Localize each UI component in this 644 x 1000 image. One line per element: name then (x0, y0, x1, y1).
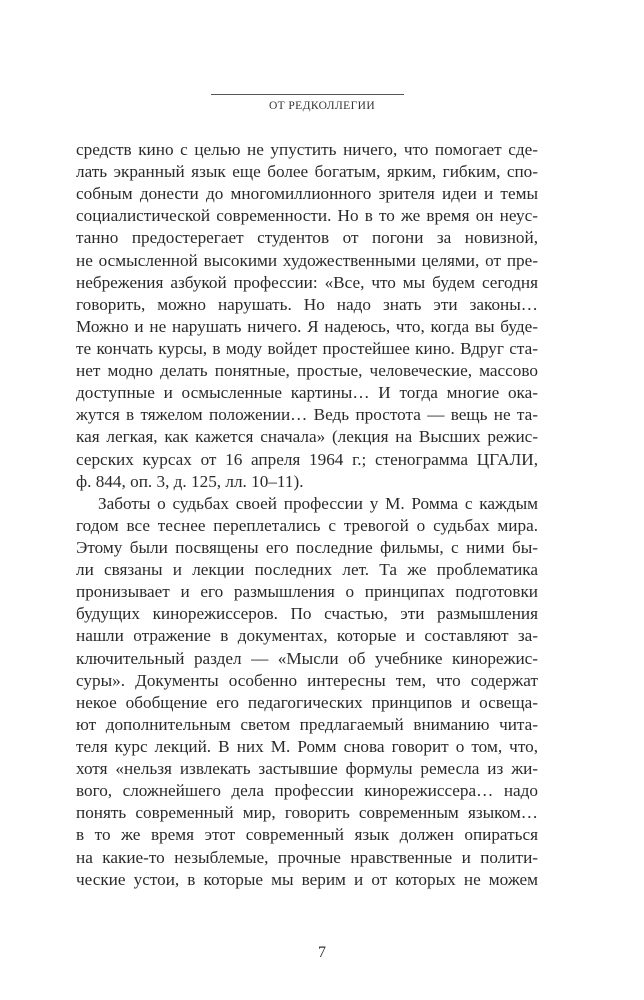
text-line: некое обобщение его педагогических принципов и освеща- (76, 692, 538, 712)
text-line: ф. 844, оп. 3, д. 125, лл. 10–11). (76, 471, 304, 491)
text-line: говорить, можно нарушать. Но надо знать эти законы… (76, 294, 538, 314)
text-line: понять современный мир, говорить современным языком… (76, 803, 538, 823)
text-line: ключительный раздел — «Мысли об учебнике кинорежис- (76, 648, 538, 668)
text-line: ческие устои, в которые мы верим и от которых не можем (76, 869, 538, 889)
text-line: вого, сложнейшего дела профессии кинорежиссера… надо (76, 781, 538, 801)
text-line: кая легкая, как кажется сначала» (лекция на Высших режис- (76, 427, 538, 447)
text-line: средств кино с целью не упустить ничего, что помогает сде- (76, 140, 538, 159)
text-line: хотя «нельзя извлекать застывшие формулы ремесла из жи- (76, 759, 538, 779)
page-number: 7 (318, 944, 326, 961)
text-line: теля курс лекций. В них М. Ромм снова говорит о том, что, (76, 736, 538, 756)
text-line: в то же время этот современный язык должен опираться (76, 825, 538, 845)
text-line: доступные и осмысленные картины… И тогда многие ока- (76, 383, 538, 403)
text-line: суры». Документы особенно интересны тем, что содержат (76, 670, 538, 690)
text-line: серских курсах от 16 апреля 1964 г.; стенограмма ЦГАЛИ, (76, 449, 538, 469)
text-line: танно предостерегает студентов от погони за новизной, (76, 228, 538, 248)
text-line: ют дополнительным светом предлагаемый вниманию чита- (76, 714, 538, 734)
text-line: лать экранный язык еще более богатым, ярким, гибким, спо- (76, 162, 538, 182)
header-rule (211, 94, 404, 95)
text-line: Этому были посвящены его последние фильмы, с ними бы- (76, 537, 538, 557)
text-line: годом все теснее переплетались с тревогой о судьбах мира. (76, 515, 538, 535)
text-line: на какие-то незыблемые, прочные нравственные и полити- (76, 847, 538, 867)
text-line: не осмысленной высокими художественными целями, от пре- (76, 250, 538, 270)
text-line: нет модно делать понятные, простые, человеческие, массово (76, 361, 538, 381)
text-line: небрежения азбукой профессии: «Все, что мы будем сегодня (76, 272, 538, 292)
text-line: пронизывает и его размышления о принципах подготовки (76, 582, 538, 602)
text-line: жутся в тяжелом положении… Ведь простота — вещь не та- (76, 405, 538, 425)
body-text (76, 139, 538, 891)
text-line: будущих кинорежиссеров. По счастью, эти размышления (76, 604, 538, 624)
text-line: собным донести до многомиллионного зрителя идеи и темы (76, 184, 538, 204)
running-head: ОТ РЕДКОЛЛЕГИИ (268, 100, 376, 112)
text-line: нашли отражение в документах, которые и составляют за- (76, 626, 538, 646)
text-line: ли связаны и лекции последних лет. Та же проблематика (76, 560, 538, 580)
text-line: социалистической современности. Но в то же время он неус- (76, 206, 538, 226)
text-line: Можно и не нарушать ничего. Я надеюсь, что, когда вы буде- (76, 316, 538, 336)
text-line: те кончать курсы, в моду войдет простейшее кино. Вдруг ста- (76, 338, 538, 358)
text-line: Заботы о судьбах своей профессии у М. Ромма с каждым (98, 493, 538, 513)
